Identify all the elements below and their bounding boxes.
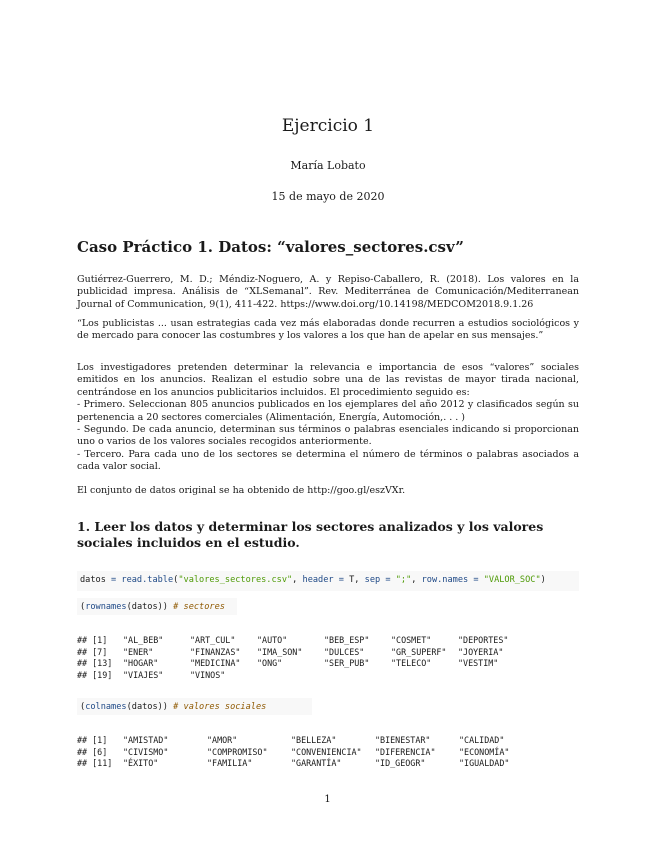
code-output-sectores [77, 635, 525, 681]
output-value: "AMISTAD" [123, 735, 169, 745]
output-value: "ONG" [257, 658, 283, 668]
subsection-heading: 1. Leer los datos y determinar los sectores analizados y los valores sociales incluidos en el estudio. [77, 519, 544, 550]
output-row [77, 670, 525, 682]
output-index: ## [1] [77, 635, 108, 645]
output-value: "DEPORTES" [458, 635, 509, 645]
output-value: "ENER" [123, 646, 154, 657]
output-value: "IGUALDAD" [459, 758, 510, 768]
output-row [77, 747, 543, 759]
output-index: ## [6] [77, 746, 108, 757]
output-row [77, 635, 525, 647]
page-number: 1 [324, 794, 331, 805]
output-value: "VINOS" [190, 669, 226, 680]
code-output-valores [77, 735, 543, 770]
output-value: "ÉXITO" [123, 758, 159, 768]
quote-paragraph: “Los publicistas ... usan estrategias cada vez más elaboradas donde recurren a estudios sociológicos y de mercado para conocer las costumbres y los valores a los que han de apelar en sus mensajes.” [77, 318, 579, 342]
output-value: "BELLEZA" [291, 735, 337, 745]
code-block-colnames: (colnames(datos)) # valores sociales [77, 698, 312, 715]
document-author: María Lobato [290, 159, 366, 172]
output-value: "GARANTÍA" [291, 758, 342, 768]
citation-paragraph: Gutiérrez-Guerrero, M. D.; Méndiz-Noguero, A. y Repiso-Caballero, R. (2018). Los valores en la publicidad impresa. Análisis de “XLSemanal”. Rev. Mediterránea de Comunicación/Mediterranean Journal of Communication, 9(1), 411-422. https://www.doi.org/10.14198/MEDCOM2018.9.1.26 [77, 274, 579, 310]
output-value: "CALIDAD" [459, 735, 505, 745]
output-value: "ECONOMÍA" [459, 746, 510, 757]
document-title: Ejercicio 1 [281, 116, 375, 136]
output-value: "FINANZAS" [190, 646, 241, 657]
intro-line: - Segundo. De cada anuncio, determinan sus términos o palabras esenciales indicando si proporcionan uno o varios de los valores sociales recogidos anteriormente. [77, 424, 579, 448]
intro-paragraph [77, 362, 579, 474]
output-value: "TELECO" [391, 658, 432, 668]
intro-line: - Tercero. Para cada uno de los sectores se determina el número de términos o palabras asociados a cada valor social. [77, 448, 579, 473]
output-index: ## [11] [77, 758, 113, 768]
output-value: "VIAJES" [123, 669, 164, 680]
output-value: "COSMET" [391, 635, 432, 645]
intro-line: Los investigadores pretenden determinar la relevancia e importancia de esos “valores” sociales emitidos en los anuncios. Realizan el estudio sobre una de las revistas de mayor tirada nacional, centrándose en los anuncios publicitarios incluidos. El procedimiento seguido es: [77, 362, 579, 398]
output-value: "SER_PUB" [324, 658, 370, 668]
output-index: ## [1] [77, 735, 108, 745]
output-value: "ID_GEOGR" [375, 758, 426, 768]
output-value: "BIENESTAR" [375, 735, 431, 745]
output-value: "COMPROMISO" [207, 746, 268, 757]
output-value: "CONVENIENCIA" [291, 746, 362, 757]
output-value: "JOYERIA" [458, 646, 504, 657]
output-index: ## [13] [77, 658, 113, 668]
output-value: "ART_CUL" [190, 635, 236, 645]
output-row [77, 735, 543, 747]
output-value: "GR_SUPERF" [391, 646, 447, 657]
intro-line: - Primero. Seleccionan 805 anuncios publicados en los ejemplares del año 2012 y clasificados según su pertenencia a 20 sectores comerciales (Alimentación, Energía, Automoción,. . . ) [77, 399, 579, 423]
code-block-rownames: (rownames(datos)) # sectores [77, 598, 237, 615]
output-row [77, 647, 525, 659]
output-row [77, 658, 525, 670]
output-value: "DIFERENCIA" [375, 746, 436, 757]
document-date: 15 de mayo de 2020 [271, 190, 385, 203]
output-value: "DULCES" [324, 646, 365, 657]
output-value: "FAMILIA" [207, 758, 253, 768]
output-index: ## [7] [77, 646, 108, 657]
output-value: "MEDICINA" [190, 658, 241, 668]
output-value: "CIVISMO" [123, 746, 169, 757]
output-value: "AMOR" [207, 735, 238, 745]
output-row [77, 758, 543, 770]
output-index: ## [19] [77, 669, 113, 680]
section-heading: Caso Práctico 1. Datos: “valores_sectores.csv” [77, 238, 464, 256]
output-value: "BEB_ESP" [324, 635, 370, 645]
output-value: "IMA_SON" [257, 646, 303, 657]
output-value: "AUTO" [257, 635, 288, 645]
code-block-read-table: datos = read.table("valores_sectores.csv", header = T, sep = ";", row.names = "VALOR_SOC") [77, 571, 579, 591]
source-paragraph: El conjunto de datos original se ha obtenido de http://goo.gl/eszVXr. [77, 485, 406, 496]
output-value: "AL_BEB" [123, 635, 164, 645]
output-value: "HOGAR" [123, 658, 159, 668]
output-value: "VESTIM" [458, 658, 499, 668]
